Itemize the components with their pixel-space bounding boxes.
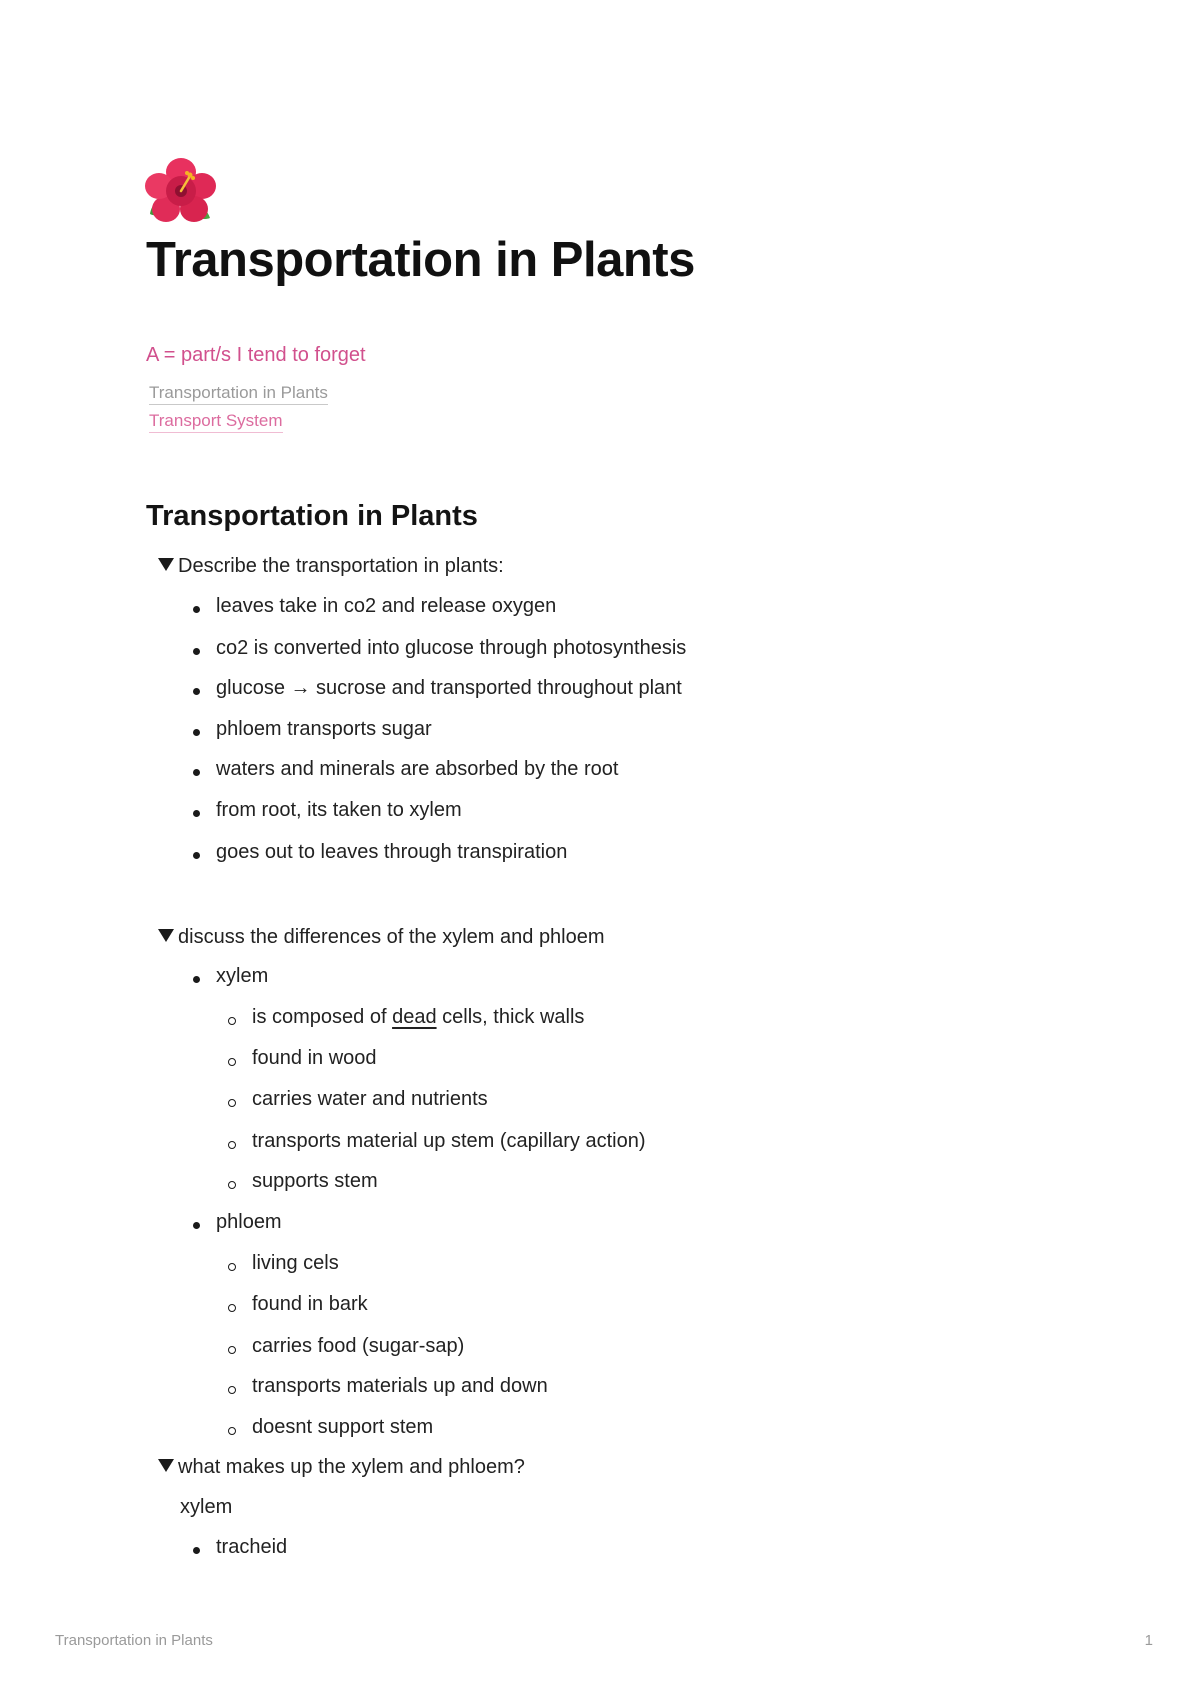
bullet-icon [193, 852, 200, 859]
toggle-label: what makes up the xylem and phloem? [178, 1456, 525, 1478]
toggle-label: discuss the differences of the xylem and phloem [178, 926, 605, 948]
list-item: leaves take in co2 and release oxygen [216, 595, 557, 617]
link-transport-system[interactable]: Transport System [149, 411, 283, 433]
toggle-xylem-phloem-differences[interactable] [158, 925, 605, 949]
toggle-describe-transportation[interactable] [158, 554, 504, 578]
list-item: tracheid [216, 1536, 288, 1558]
bullet-icon [193, 1222, 200, 1229]
list-item: from root, its taken to xylem [216, 799, 462, 821]
list-item: living cels [252, 1252, 339, 1274]
underlined-text: dead [392, 1006, 437, 1028]
bullet-ring-icon [228, 1386, 236, 1394]
text-segment: is composed of [252, 1006, 393, 1028]
list-item-phloem: phloem [216, 1211, 282, 1233]
bullet-ring-icon [228, 1017, 236, 1025]
hibiscus-icon [144, 154, 218, 228]
bullet-ring-icon [228, 1141, 236, 1149]
list-item: glucose → sucrose and transported throughout plant [216, 677, 682, 699]
list-item-xylem: xylem [216, 965, 269, 987]
bullet-ring-icon [228, 1181, 236, 1189]
list-item: goes out to leaves through transpiration [216, 841, 568, 863]
footer-title: Transportation in Plants [55, 1632, 213, 1649]
list-item: co2 is converted into glucose through photosynthesis [216, 637, 687, 659]
list-item: transports material up stem (capillary action) [252, 1130, 646, 1152]
link-transportation-in-plants[interactable]: Transportation in Plants [149, 383, 328, 405]
bullet-icon [193, 606, 200, 613]
bullet-ring-icon [228, 1058, 236, 1066]
bullet-icon [193, 810, 200, 817]
list-item: supports stem [252, 1170, 378, 1192]
bullet-icon [193, 1547, 200, 1554]
toggle-label: Describe the transportation in plants: [178, 555, 504, 577]
list-item [252, 1005, 584, 1029]
bullet-ring-icon [228, 1304, 236, 1312]
bullet-icon [193, 769, 200, 776]
list-item: waters and minerals are absorbed by the root [216, 758, 619, 780]
toggle-triangle-icon[interactable] [158, 558, 174, 571]
bullet-ring-icon [228, 1346, 236, 1354]
text-segment: cells, thick walls [436, 1006, 585, 1028]
bullet-icon [193, 688, 200, 695]
toggle-triangle-icon[interactable] [158, 929, 174, 942]
list-item: found in wood [252, 1047, 377, 1069]
bullet-ring-icon [228, 1427, 236, 1435]
subheading-xylem: xylem [180, 1496, 233, 1518]
page-number: 1 [1144, 1632, 1153, 1649]
list-item: doesnt support stem [252, 1416, 434, 1438]
bullet-icon [193, 648, 200, 655]
toggle-xylem-phloem-makeup[interactable] [158, 1455, 525, 1479]
list-item: transports materials up and down [252, 1375, 548, 1397]
toggle-triangle-icon[interactable] [158, 1459, 174, 1472]
bullet-ring-icon [228, 1263, 236, 1271]
bullet-icon [193, 976, 200, 983]
list-item: carries food (sugar-sap) [252, 1335, 465, 1357]
list-item: phloem transports sugar [216, 718, 432, 740]
list-item: found in bark [252, 1293, 368, 1315]
bullet-icon [193, 729, 200, 736]
section-heading: Transportation in Plants [146, 500, 478, 532]
page-title: Transportation in Plants [146, 233, 695, 287]
bullet-ring-icon [228, 1099, 236, 1107]
forget-legend: A = part/s I tend to forget [146, 344, 366, 366]
list-item: carries water and nutrients [252, 1088, 488, 1110]
